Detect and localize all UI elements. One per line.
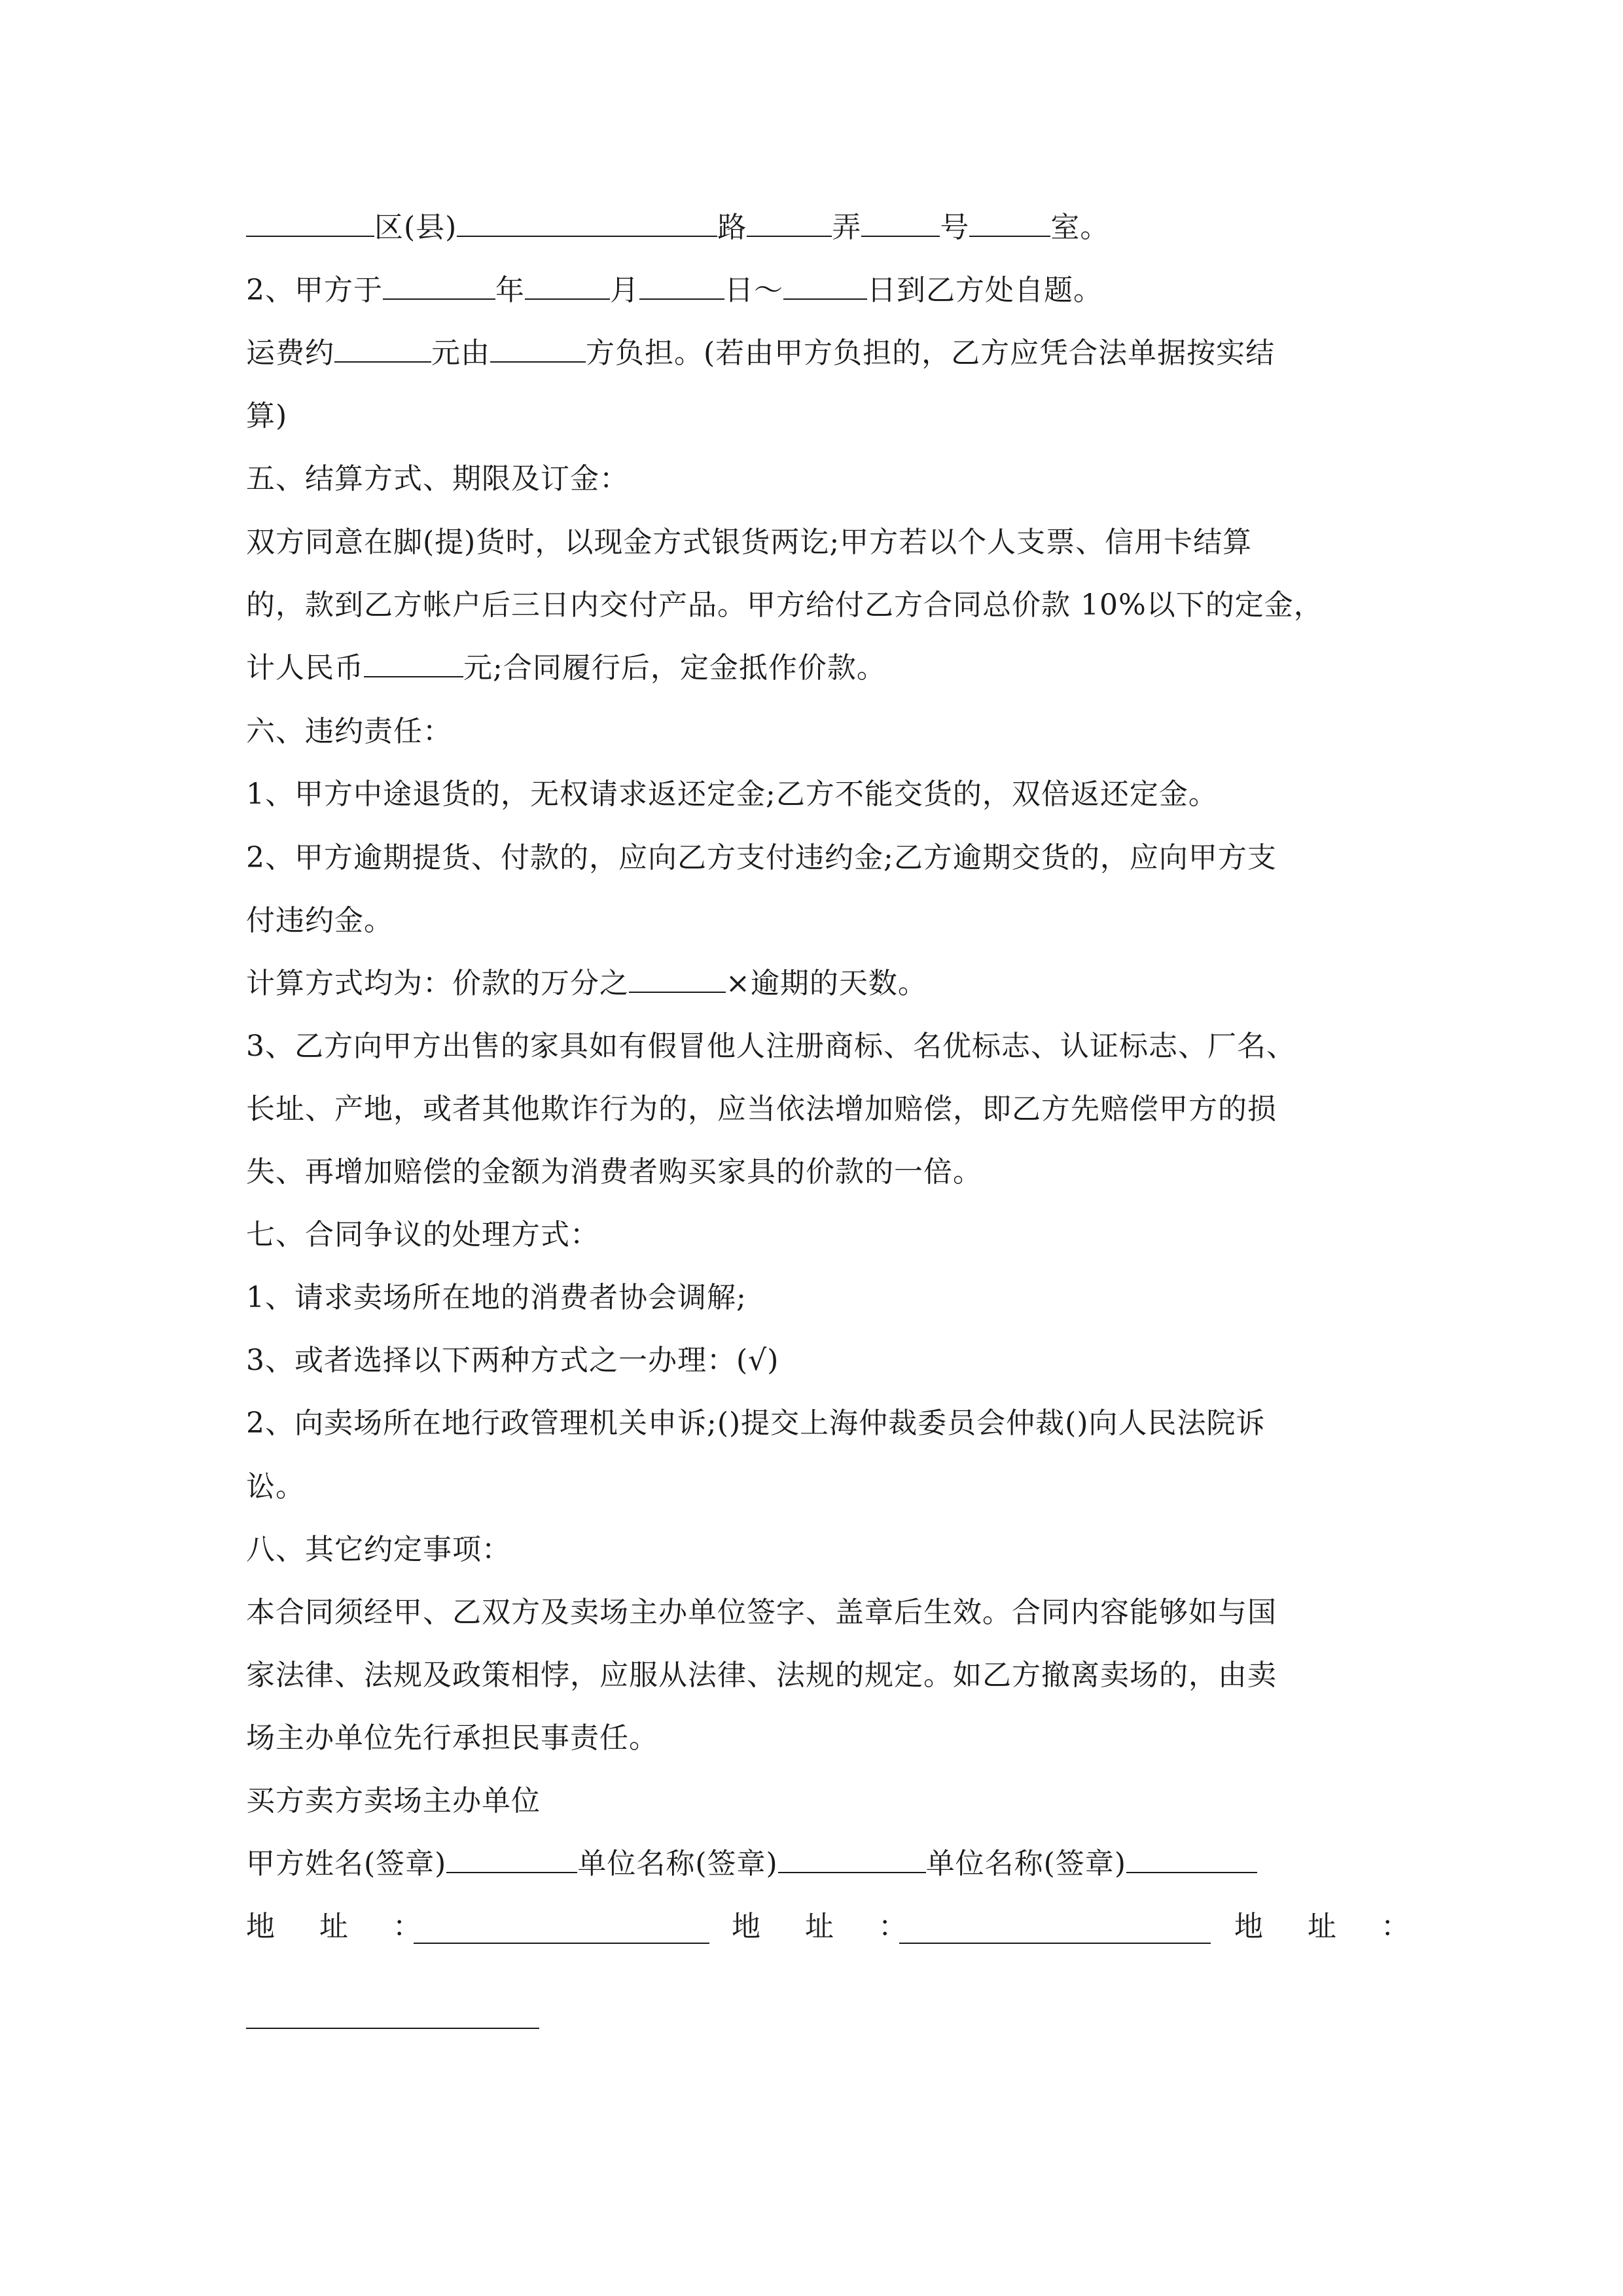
buyer-address-label: 地 址 ： — [246, 1910, 429, 1943]
district-label: 区(县) — [374, 211, 457, 244]
seller-address-label: 地 址 ： — [732, 1910, 915, 1943]
address-line — [246, 208, 1109, 247]
seller-signature-blank — [778, 1846, 926, 1873]
road-label: 路 — [717, 211, 747, 244]
signature-header: 买方卖方卖场主办单位 — [246, 1784, 541, 1818]
section-7-item-1: 1、请求卖场所在地的消费者协会调解; — [246, 1281, 747, 1314]
section-6-item-3b: 长址、产地，或者其他欺诈行为的，应当依法增加赔偿，即乙方先赔偿甲方的损 — [246, 1092, 1277, 1126]
deposit-blank — [364, 650, 463, 677]
section-7-item-2a: 2、向卖场所在地行政管理机关申诉;()提交上海仲裁委员会仲裁()向人民法院诉 — [246, 1407, 1266, 1440]
year-blank — [383, 272, 495, 300]
section-8-title: 八、其它约定事项： — [246, 1533, 511, 1566]
freight-party-blank — [490, 335, 586, 363]
section-8-para-1: 本合同须经甲、乙双方及卖场主办单位签字、盖章后生效。合同内容能够如与国 — [246, 1596, 1277, 1629]
section-8-para-3: 场主办单位先行承担民事责任。 — [246, 1721, 658, 1755]
calc-rate-blank — [629, 965, 726, 993]
section-5-para-2: 的，款到乙方帐户后三日内交付产品。甲方给付乙方合同总价款 10%以下的定金， — [246, 588, 1323, 622]
room-blank — [969, 209, 1050, 237]
section-6-item-1: 1、甲方中途退货的，无权请求返还定金;乙方不能交货的，双倍返还定金。 — [246, 778, 1218, 811]
organizer-signature-blank — [1126, 1846, 1257, 1873]
calc-suffix: ×逾期的天数。 — [726, 967, 927, 1000]
organizer-address-blank — [246, 2028, 539, 2029]
number-blank — [861, 209, 940, 237]
day-end-blank — [783, 272, 867, 300]
seller-address-blank — [899, 1943, 1211, 1944]
month-label: 月 — [610, 274, 639, 307]
lane-blank — [747, 209, 832, 237]
section-6-item-3c: 失、再增加赔偿的金额为消费者购买家具的价款的一倍。 — [246, 1155, 982, 1189]
freight-line-end: 算) — [246, 399, 288, 433]
day-blank — [639, 272, 724, 300]
seller-signature-label: 单位名称(签章) — [577, 1847, 778, 1880]
number-label: 号 — [940, 211, 970, 244]
organizer-address-label: 地 址 ： — [1234, 1910, 1418, 1943]
section-7-item-3: 3、或者选择以下两种方式之一办理：(√) — [246, 1344, 779, 1377]
section-5-title: 五、结算方式、期限及订金： — [246, 462, 629, 495]
calc-prefix: 计算方式均为：价款的万分之 — [246, 967, 629, 1000]
year-label: 年 — [495, 274, 525, 307]
section-8-para-2: 家法律、法规及政策相悖，应服从法律、法规的规定。如乙方撤离卖场的，由卖 — [246, 1659, 1277, 1692]
lane-label: 弄 — [832, 211, 862, 244]
freight-mid: 元由 — [431, 336, 490, 370]
deposit-prefix: 计人民币 — [246, 651, 364, 685]
pickup-prefix: 2、甲方于 — [246, 274, 383, 307]
buyer-signature-blank — [446, 1846, 577, 1873]
room-label: 室。 — [1050, 211, 1110, 244]
freight-suffix: 方负担。(若由甲方负担的，乙方应凭合法单据按实结 — [586, 336, 1275, 370]
section-5-para-3 — [246, 649, 886, 688]
section-5-para-1: 双方同意在脚(提)货时，以现金方式银货两讫;甲方若以个人支票、信用卡结算 — [246, 526, 1253, 559]
section-6-calc — [246, 964, 927, 1003]
section-6-item-2b: 付违约金。 — [246, 904, 393, 937]
deposit-suffix: 元;合同履行后，定金抵作价款。 — [463, 651, 886, 685]
month-blank — [525, 272, 610, 300]
section-7-title: 七、合同争议的处理方式： — [246, 1218, 599, 1251]
freight-line — [246, 334, 1275, 373]
signature-line — [246, 1844, 1257, 1884]
section-6-item-3a: 3、乙方向甲方出售的家具如有假冒他人注册商标、名优标志、认证标志、厂名、 — [246, 1030, 1296, 1063]
day-range-label: 日～ — [724, 274, 783, 307]
section-7-item-2b: 讼。 — [246, 1470, 305, 1503]
freight-prefix: 运费约 — [246, 336, 334, 370]
road-blank — [457, 209, 717, 237]
pickup-suffix: 日到乙方处自题。 — [867, 274, 1103, 307]
section-6-title: 六、违约责任： — [246, 715, 452, 748]
section-6-item-2a: 2、甲方逾期提货、付款的，应向乙方支付违约金;乙方逾期交货的，应向甲方支 — [246, 841, 1277, 874]
district-blank — [246, 209, 374, 237]
buyer-address-blank — [414, 1943, 709, 1944]
organizer-signature-label: 单位名称(签章) — [925, 1847, 1127, 1880]
freight-amount-blank — [334, 335, 431, 363]
buyer-signature-label: 甲方姓名(签章) — [246, 1847, 447, 1880]
pickup-line — [246, 271, 1103, 310]
